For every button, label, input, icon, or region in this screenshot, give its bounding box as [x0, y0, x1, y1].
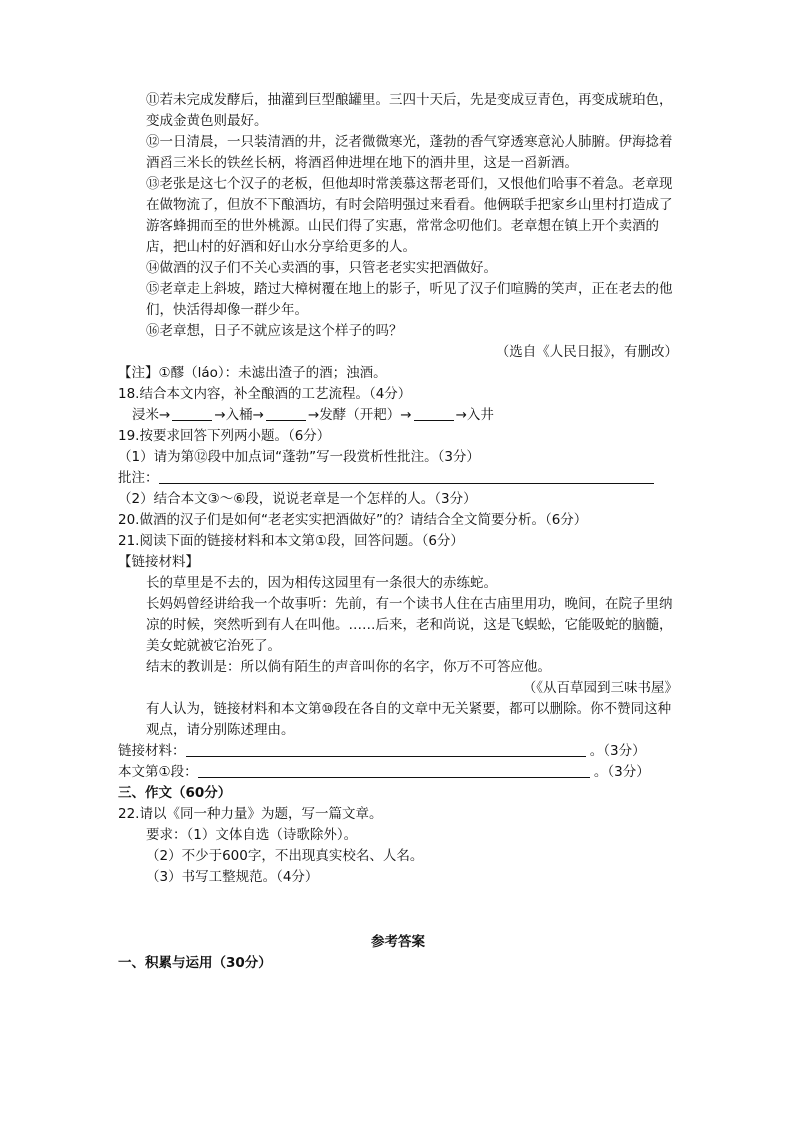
process-flow [118, 405, 678, 426]
answer-label-2: 本文第①段： [118, 764, 198, 780]
answer-line-1[interactable] [186, 742, 586, 757]
link-material-source: （《从百草园到三味书屋》 [522, 680, 678, 696]
link-material-2: 长妈妈曾经讲给我一个故事听：先前，有一个读书人住在古庙里用功，晚间，在院子里纳凉的时候，突然听到有人在叫他。……后来，老和尚说，这是飞蜈蚣，它能吸蛇的脑髓， [146, 596, 673, 633]
flow-step-2: →入桶→ [214, 407, 264, 423]
answer-score-1: 。（3分） [589, 743, 646, 759]
exam-page [118, 90, 678, 974]
section-1-heading: 一、积累与运用（30分） [118, 955, 272, 971]
link-material-1: 长的草里是不去的，因为相传这园里有一条很大的赤练蛇。 [146, 575, 497, 591]
flow-step-3: →发酵（开耙）→ [307, 407, 412, 423]
answer-blank-1[interactable] [172, 406, 212, 421]
question-19-2: （2）结合本文③～⑥段，说说老章是一个怎样的人。（3分） [118, 491, 477, 507]
answer-label-1: 链接材料： [118, 743, 186, 759]
answer-blank-2[interactable] [266, 406, 306, 421]
paragraph-16: ⑯老章想，日子不就应该是这个样子的吗？ [146, 323, 403, 339]
flow-step-4: →入井 [455, 407, 494, 423]
requirement-3: （3）书写工整规范。（4分） [146, 869, 319, 885]
question-22: 22.请以《同一种力量》为题，写一篇文章。 [118, 806, 383, 822]
answers-title: 参考答案 [371, 934, 425, 950]
link-material-heading: 【链接材料】 [118, 554, 199, 570]
paragraph-11: ⑪若未完成发酵后，抽灌到巨型酿罐里。三四十天后，先是变成豆青色，再变成琥珀色，变成金黄色则最好。 [146, 92, 673, 129]
paragraph-13: ⑬老张是这七个汉子的老板，但他却时常羡慕这帮老哥们，又恨他们哈事不着急。老章现在做物流了，但放不下酿酒坊，有时会陪明强过来看看。他俩联手把家乡山里村打造成了游客蜂拥而至的世外桃源。山民们得了实惠，常常念叨他们。老章想在镇上开个卖酒的店，把山村的好酒和好山水分享给更多的人。 [146, 176, 673, 255]
answer-score-2: 。（3分） [593, 764, 650, 780]
paragraph-12: ⑫一日清晨，一只装清酒的井，泛者微微寒光，蓬勃的香气穿透寒意沁人肺腑。伊海捻着酒舀三米长的铁丝长柄，将酒舀伸进埋在地下的酒井里，这是一舀新酒。 [146, 134, 673, 171]
requirement-1: 要求：（1）文体自选（诗歌除外）。 [146, 827, 358, 843]
passage-source: （选自《人民日报》，有删改） [495, 344, 678, 360]
question-20: 20.做酒的汉子们是如何“老老实实把酒做好”的？请结合全文简要分析。（6分） [118, 512, 588, 528]
paragraph-15: ⑮老章走上斜坡，踏过大樟树覆在地上的影子，听见了汉子们喧腾的笑声，正在老去的他们，快活得却像一群少年。 [146, 281, 673, 318]
paragraph-14: ⑭做酒的汉子们不关心卖酒的事，只管老老实实把酒做好。 [146, 260, 497, 276]
question-21-prompt: 有人认为，链接材料和本文第⑩段在各自的文章中无关紧要，都可以删除。你不赞同这种观点，请分别陈述理由。 [146, 701, 672, 738]
question-18: 18.结合本文内容，补全酿酒的工艺流程。（4分） [118, 386, 412, 402]
requirement-2: （2）不少于600字，不出现真实校名、人名。 [146, 848, 424, 864]
question-21: 21.阅读下面的链接材料和本文第①段，回答问题。（6分） [118, 533, 464, 549]
question-19: 19.按要求回答下列两小题。（6分） [118, 428, 331, 444]
flow-step-1: 浸米→ [132, 407, 171, 423]
answer-line-2[interactable] [198, 763, 590, 778]
section-3-heading: 三、作文（60分） [118, 785, 232, 801]
link-material-3: 美女蛇就被它治死了。 [146, 638, 281, 654]
question-19-1: （1）请为第⑫段中加点词“蓬勃”写一段赏析性批注。（3分） [118, 449, 480, 465]
annotation-answer-line[interactable] [159, 469, 654, 484]
note: 【注】①醪（láo）：未滤出渣子的酒；浊酒。 [118, 365, 387, 381]
answer-link-material [118, 741, 678, 762]
annotation-label: 批注： [118, 470, 159, 486]
annotation-line [118, 468, 678, 489]
link-material-4: 结末的教训是：所以倘有陌生的声音叫你的名字，你万不可答应他。 [146, 659, 551, 675]
answer-blank-3[interactable] [414, 406, 454, 421]
answer-paragraph-1 [118, 762, 678, 783]
